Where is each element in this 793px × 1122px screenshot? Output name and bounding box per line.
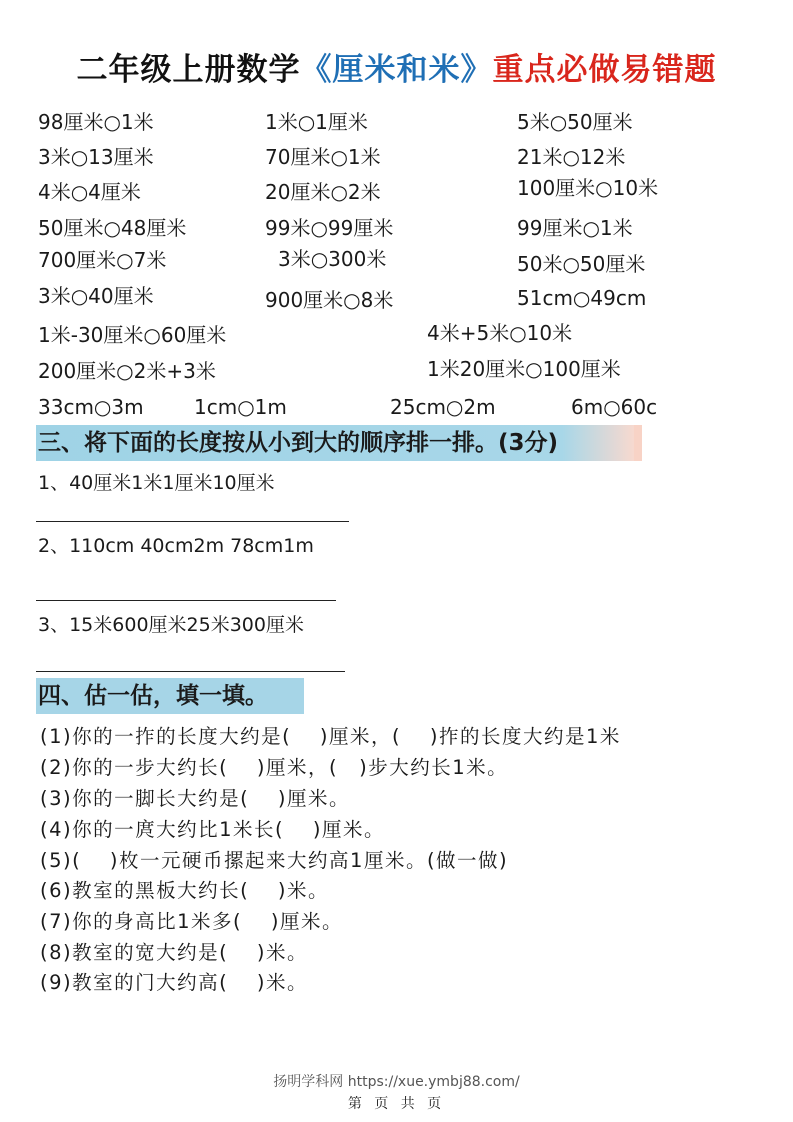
title-focus: 重点必做易错题 bbox=[492, 52, 717, 88]
comparison-item: 50厘米○48厘米 bbox=[38, 216, 187, 240]
page-title bbox=[0, 44, 793, 89]
comparison-item: 3米○13厘米 bbox=[38, 145, 154, 169]
title-topic: 《厘米和米》 bbox=[300, 52, 493, 88]
comparison-item: 100厘米○10米 bbox=[517, 176, 659, 200]
section-four-heading: 四、估一估，填一填。 bbox=[36, 678, 304, 714]
ordering-question: 1、40厘米1米1厘米10厘米 bbox=[38, 472, 275, 494]
comparison-item: 4米+5米○10米 bbox=[427, 321, 573, 345]
estimate-item: (8)教室的宽大约是( )米。 bbox=[40, 941, 309, 964]
page-number: 第 页 共 页 bbox=[347, 1096, 446, 1112]
comparison-item: 25cm○2m bbox=[390, 395, 496, 419]
comparison-item: 70厘米○1米 bbox=[265, 145, 381, 169]
comparison-item: 1米-30厘米○60厘米 bbox=[38, 323, 227, 347]
answer-line bbox=[36, 671, 345, 672]
comparison-item: 700厘米○7米 bbox=[38, 248, 167, 272]
ordering-question: 3、15米600厘米25米300厘米 bbox=[38, 614, 304, 636]
comparison-item: 50米○50厘米 bbox=[517, 252, 646, 276]
estimate-item: (2)你的一步大约长( )厘米，( )步大约长1米。 bbox=[40, 756, 509, 779]
comparison-item: 3米○40厘米 bbox=[38, 284, 154, 308]
estimate-item: (6)教室的黑板大约长( )米。 bbox=[40, 879, 330, 902]
title-grade: 二年级上册数学 bbox=[76, 52, 301, 88]
answer-line bbox=[36, 521, 349, 522]
comparison-item: 99米○99厘米 bbox=[265, 216, 394, 240]
comparison-item: 900厘米○8米 bbox=[265, 288, 394, 312]
section-three-heading: 三、将下面的长度按从小到大的顺序排一排。(3分) bbox=[36, 425, 642, 461]
estimate-item: (5)( )枚一元硬币摞起来大约高1厘米。(做一做) bbox=[40, 849, 509, 872]
comparison-item: 98厘米○1米 bbox=[38, 110, 154, 134]
comparison-item: 4米○4厘米 bbox=[38, 180, 141, 204]
comparison-item: 3米○300米 bbox=[278, 247, 387, 271]
comparison-item: 33cm○3m bbox=[38, 395, 144, 419]
comparison-item: 51cm○49cm bbox=[517, 286, 647, 310]
estimate-item: (7)你的身高比1米多( )厘米。 bbox=[40, 910, 343, 933]
comparison-item: 6m○60c bbox=[571, 395, 658, 419]
comparison-item: 1米○1厘米 bbox=[265, 110, 368, 134]
ordering-question: 2、110cm 40cm2m 78cm1m bbox=[38, 535, 314, 557]
comparison-item: 99厘米○1米 bbox=[517, 216, 633, 240]
comparison-item: 1cm○1m bbox=[194, 395, 287, 419]
comparison-item: 200厘米○2米+3米 bbox=[38, 359, 216, 383]
comparison-item: 21米○12米 bbox=[517, 145, 626, 169]
answer-line bbox=[36, 600, 336, 601]
source-footer: 扬明学科网 https://xue.ymbj88.com/ bbox=[273, 1074, 520, 1090]
estimate-item: (9)教室的门大约高( )米。 bbox=[40, 971, 309, 994]
estimate-item: (4)你的一庹大约比1米长( )厘米。 bbox=[40, 818, 385, 841]
comparison-item: 1米20厘米○100厘米 bbox=[427, 357, 621, 381]
estimate-item: (3)你的一脚长大约是( )厘米。 bbox=[40, 787, 351, 810]
estimate-item: (1)你的一拃的长度大约是( )厘米，( )拃的长度大约是1米 bbox=[40, 725, 621, 748]
comparison-item: 20厘米○2米 bbox=[265, 180, 381, 204]
comparison-item: 5米○50厘米 bbox=[517, 110, 633, 134]
